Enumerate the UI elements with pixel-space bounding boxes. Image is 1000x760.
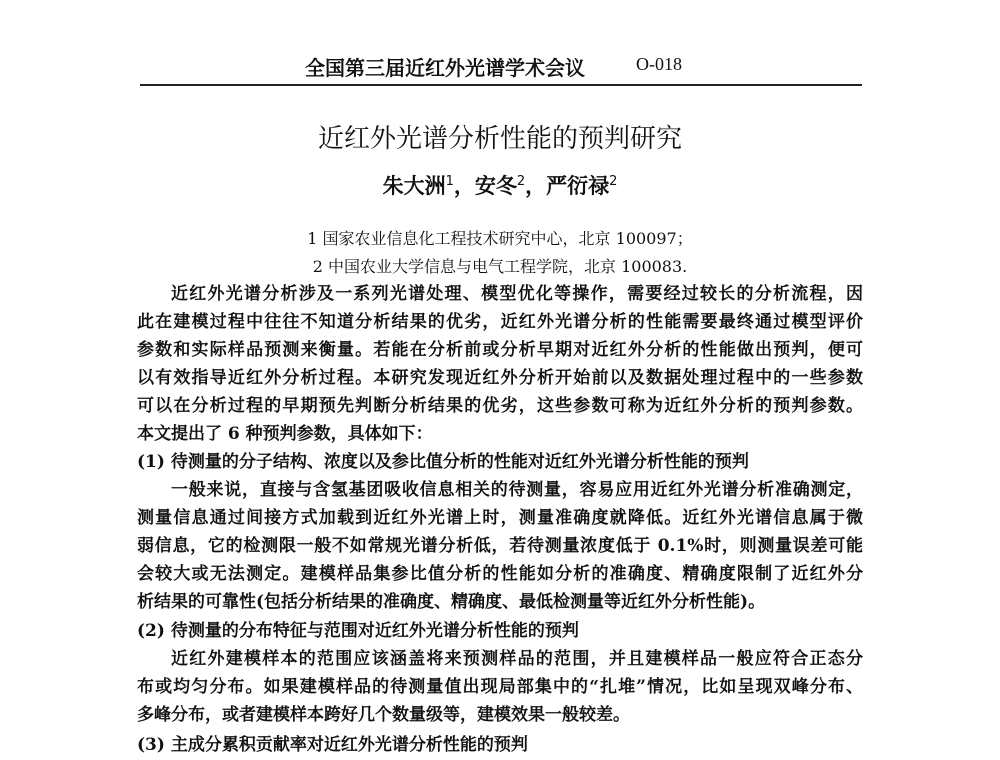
affiliation: 2 中国农业大学信息与电气工程学院，北京 100083. — [312, 257, 688, 276]
author-aff: 2 — [609, 174, 618, 189]
section-heading: (3) 主成分累积贡献率对近红外光谱分析性能的预判 — [137, 735, 528, 755]
header-rule — [140, 84, 862, 86]
body-line: 会较大或无法测定。建模样品集参比值分析的性能如分析的准确度、精确度限制了近红外分 — [137, 564, 863, 584]
body-line: 布或均匀分布。如果建模样品的待测量值出现局部集中的“扎堆”情况，比如呈现双峰分布、 — [137, 677, 863, 697]
body-line: 可以在分析过程的早期预先判断分析结果的优劣，这些参数可称为近红外分析的预判参数。 — [137, 396, 863, 416]
body-line: 近红外光谱分析涉及一系列光谱处理、模型优化等操作，需要经过较长的分析流程，因 — [171, 284, 863, 304]
body-line: 近红外建模样本的范围应该涵盖将来预测样品的范围，并且建模样品一般应符合正态分 — [171, 649, 863, 669]
paper-code: O-018 — [636, 54, 682, 74]
body-line: 以有效指导近红外分析过程。本研究发现近红外分析开始前以及数据处理过程中的一些参数 — [137, 368, 863, 388]
author-name: 朱大洲 — [382, 174, 446, 198]
paper-title: 近红外光谱分析性能的预判研究 — [317, 124, 682, 154]
author-aff: 2 — [516, 174, 526, 189]
body-line: 参数和实际样品预测来衡量。若能在分析前或分析早期对近红外分析的性能做出预判，便可 — [137, 340, 863, 360]
body-line: 弱信息，它的检测限一般不如常规光谱分析低，若待测量浓度低于 0.1%时，则测量误差可能 — [137, 536, 863, 556]
body-line: 测量信息通过间接方式加载到近红外光谱上时，测量准确度就降低。近红外光谱信息属于微 — [137, 508, 863, 528]
body-line: 此在建模过程中往往不知道分析结果的优劣，近红外光谱分析的性能需要最终通过模型评价 — [137, 312, 863, 332]
section-heading: (2) 待测量的分布特征与范围对近红外光谱分析性能的预判 — [137, 621, 579, 641]
author-aff: 1 — [445, 174, 454, 189]
author-name: 严衍禄 — [546, 174, 610, 198]
authors: 朱大洲$^1$，安冬$^2$，严衍禄$^2$ — [382, 174, 618, 198]
affiliation: 1 国家农业信息化工程技术研究中心，北京 100097； — [307, 229, 693, 248]
body-line: 多峰分布，或者建模样本跨好几个数量级等，建模效果一般较差。 — [137, 705, 630, 725]
author-name: 安冬 — [474, 174, 517, 198]
body-line: 析结果的可靠性(包括分析结果的准确度、精确度、最低检测量等近红外分析性能)。 — [137, 592, 766, 612]
conference-header: 全国第三届近红外光谱学术会议 — [305, 56, 585, 80]
body-line: 一般来说，直接与含氢基团吸收信息相关的待测量，容易应用近红外光谱分析准确测定， — [171, 480, 863, 500]
section-heading: (1) 待测量的分子结构、浓度以及参比值分析的性能对近红外光谱分析性能的预判 — [137, 452, 749, 472]
body-line: 本文提出了 6 种预判参数，具体如下： — [137, 424, 433, 444]
